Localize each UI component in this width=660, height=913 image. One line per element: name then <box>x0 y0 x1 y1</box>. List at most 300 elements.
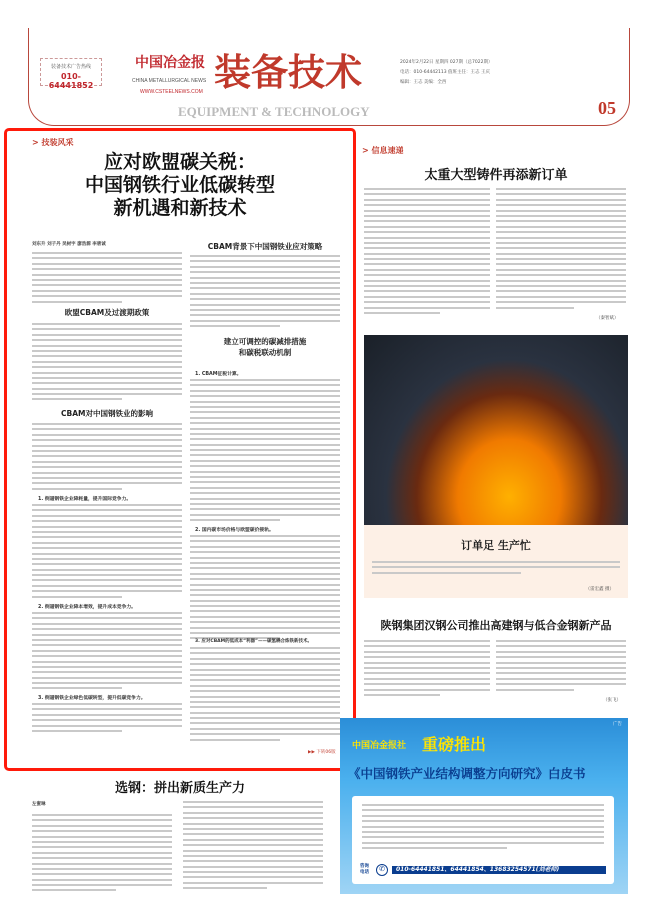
text-line <box>32 377 182 379</box>
text-line <box>183 812 323 814</box>
text-line <box>364 193 490 195</box>
text-line <box>32 857 172 859</box>
text-line <box>32 814 172 816</box>
text-line <box>364 694 440 696</box>
text-line <box>32 257 182 259</box>
text-line <box>496 247 626 249</box>
text-line <box>364 683 490 685</box>
text-line <box>496 651 626 653</box>
text-line <box>364 678 490 680</box>
text-line <box>32 687 122 689</box>
text-line <box>496 258 626 260</box>
text-line <box>32 655 182 657</box>
text-line <box>32 328 182 330</box>
text-line <box>190 390 340 392</box>
forging-photo <box>364 335 628 525</box>
text-line <box>32 423 182 425</box>
text-line <box>364 210 490 212</box>
text-line <box>190 260 340 262</box>
text-line <box>190 498 340 500</box>
section-title-en: EQUIPMENT & TECHNOLOGY <box>178 104 370 119</box>
text-line <box>32 682 182 684</box>
text-line <box>32 708 182 710</box>
text-line <box>32 263 182 265</box>
text-line <box>190 589 340 591</box>
text-line <box>190 701 340 703</box>
text-line <box>372 566 620 568</box>
text-line <box>496 188 626 190</box>
text-line <box>32 428 182 430</box>
text-line <box>364 656 490 658</box>
text-line <box>32 863 172 865</box>
hotline-number: 010-64441852 <box>48 72 94 90</box>
text-line <box>364 667 490 669</box>
text-line <box>364 269 490 271</box>
text-line <box>32 382 182 384</box>
text-line <box>496 193 626 195</box>
text-line <box>190 411 340 413</box>
text-line <box>32 553 182 555</box>
whitepaper-ad[interactable] <box>340 718 628 894</box>
ad-hotline <box>40 58 102 90</box>
text-line <box>32 472 182 474</box>
text-line <box>183 828 323 830</box>
body-text <box>190 647 340 744</box>
text-line <box>496 672 626 674</box>
text-line <box>32 596 122 598</box>
text-line <box>32 868 172 870</box>
text-line <box>364 672 490 674</box>
text-line <box>32 666 182 668</box>
text-line <box>190 309 340 311</box>
text-line <box>32 439 182 441</box>
text-line <box>190 465 340 467</box>
text-line <box>364 231 490 233</box>
body-text <box>190 255 340 330</box>
section-title: 装备技术 <box>214 50 362 94</box>
newspaper-name-en: CHINA METALLURGICAL NEWS <box>132 78 207 84</box>
text-line <box>190 567 340 569</box>
text-line <box>496 220 626 222</box>
text-line <box>190 320 340 322</box>
text-line <box>496 263 626 265</box>
text-line <box>32 569 182 571</box>
text-line <box>32 574 182 576</box>
text-line <box>362 842 604 844</box>
text-line <box>32 520 182 522</box>
text-line <box>32 290 182 292</box>
text-line <box>32 725 182 727</box>
text-line <box>32 634 182 636</box>
text-line <box>190 428 340 430</box>
text-line <box>190 287 340 289</box>
text-line <box>496 280 626 282</box>
news-author-2: （张飞） <box>603 698 621 703</box>
ad-phone[interactable]: 010-64441851、64441854、13683254571(刘老师) <box>392 866 606 874</box>
text-line <box>190 616 340 618</box>
text-line <box>32 268 182 270</box>
point-3: 3. 倒逼钢铁企业绿色低碳转型，提升低碳竞争力。 <box>38 696 146 701</box>
text-line <box>364 312 440 314</box>
text-line <box>190 255 340 257</box>
text-line <box>496 307 574 309</box>
text-line <box>190 712 340 714</box>
text-line <box>362 831 604 833</box>
issue-phone: 电话：010-64442113 值班主任：王志 王庆 <box>400 70 490 75</box>
text-line <box>496 215 626 217</box>
text-line <box>190 728 340 730</box>
text-line <box>183 887 267 889</box>
text-line <box>32 889 116 891</box>
text-line <box>496 662 626 664</box>
text-line <box>32 873 172 875</box>
body-text <box>364 188 490 317</box>
body-text <box>32 323 182 404</box>
text-line <box>32 372 182 374</box>
text-line <box>32 455 182 457</box>
caption-text <box>372 561 620 577</box>
text-line <box>496 226 626 228</box>
text-line <box>190 422 340 424</box>
text-line <box>190 519 280 521</box>
text-line <box>190 706 340 708</box>
kicker-tech: > 技装风采 <box>32 137 74 147</box>
photo-caption <box>364 525 628 598</box>
text-line <box>190 325 280 327</box>
text-line <box>32 398 122 400</box>
page-number: 05 <box>598 98 616 118</box>
continued-link[interactable]: ▶▶ 下转06版 <box>308 750 336 755</box>
text-line <box>190 481 340 483</box>
text-line <box>32 703 182 705</box>
issue-meta <box>400 58 492 88</box>
text-line <box>32 677 182 679</box>
text-line <box>32 355 182 357</box>
text-line <box>362 815 604 817</box>
text-line <box>190 627 340 629</box>
text-line <box>32 547 182 549</box>
body-text <box>32 252 182 306</box>
subhead-strategy: CBAM背景下中国钢铁业应对策略 <box>207 242 323 251</box>
text-line <box>496 301 626 303</box>
text-line <box>190 632 340 634</box>
text-line <box>183 833 323 835</box>
text-line <box>32 274 182 276</box>
text-line <box>183 871 323 873</box>
subhead-line: 和碳税联动机制 <box>238 348 292 357</box>
text-line <box>32 393 182 395</box>
text-line <box>190 674 340 676</box>
text-line <box>362 826 604 828</box>
text-line <box>32 830 172 832</box>
text-line <box>32 623 182 625</box>
text-line <box>32 836 172 838</box>
ad-phone-label: 咨询电话 <box>360 864 369 875</box>
text-line <box>190 433 340 435</box>
text-line <box>32 388 182 390</box>
text-line <box>496 231 626 233</box>
text-line <box>190 663 340 665</box>
strategy-point-1: 1. CBAM征税计算。 <box>195 372 242 377</box>
text-line <box>32 628 182 630</box>
text-line <box>190 277 340 279</box>
text-line <box>183 823 323 825</box>
text-line <box>496 645 626 647</box>
text-line <box>190 573 340 575</box>
text-line <box>364 640 490 642</box>
headline-line: 新机遇和新技术 <box>113 197 247 219</box>
text-line <box>190 722 340 724</box>
text-line <box>190 685 340 687</box>
text-line <box>190 690 340 692</box>
text-line <box>364 226 490 228</box>
point-2: 2. 倒逼钢铁企业降本增效，提升成本竞争力。 <box>38 605 136 610</box>
text-line <box>190 594 340 596</box>
text-line <box>183 844 323 846</box>
text-line <box>190 314 340 316</box>
text-line <box>32 301 122 303</box>
phone-icon: ✆ <box>376 864 388 876</box>
text-line <box>32 284 182 286</box>
text-line <box>32 617 182 619</box>
kicker-news: > 信息速递 <box>362 145 404 155</box>
text-line <box>190 395 340 397</box>
text-line <box>32 295 182 297</box>
text-line <box>496 210 626 212</box>
text-line <box>32 482 182 484</box>
text-line <box>32 612 182 614</box>
text-line <box>496 199 626 201</box>
text-line <box>190 514 340 516</box>
text-line <box>190 379 340 381</box>
text-line <box>183 817 323 819</box>
hotline-label: 装备技术广告热线 <box>50 64 91 70</box>
text-line <box>364 263 490 265</box>
text-line <box>362 847 507 849</box>
text-line <box>32 334 182 336</box>
text-line <box>364 247 490 249</box>
body-text <box>190 535 340 643</box>
text-line <box>496 237 626 239</box>
text-line <box>364 242 490 244</box>
text-line <box>183 850 323 852</box>
text-line <box>32 714 182 716</box>
subhead-mechanism <box>190 336 340 358</box>
text-line <box>32 650 182 652</box>
body-text <box>496 640 626 694</box>
text-line <box>364 237 490 239</box>
text-line <box>364 285 490 287</box>
text-line <box>496 667 626 669</box>
text-line <box>190 535 340 537</box>
text-line <box>364 290 490 292</box>
text-line <box>32 515 182 517</box>
news-author-1: （秦智斌） <box>596 316 619 321</box>
subhead-impact: CBAM对中国钢铁业的影响 <box>61 409 153 418</box>
text-line <box>183 839 323 841</box>
bottom-headline: 选钢：拼出新质生产力 <box>114 781 245 796</box>
text-line <box>496 683 626 685</box>
text-line <box>190 384 340 386</box>
text-line <box>364 220 490 222</box>
text-line <box>190 605 340 607</box>
text-line <box>32 526 182 528</box>
text-line <box>183 866 323 868</box>
caption-title: 订单足 生产忙 <box>461 539 531 552</box>
text-line <box>362 809 604 811</box>
text-line <box>32 644 182 646</box>
newspaper-logo: 中国冶金报 <box>135 55 205 71</box>
text-line <box>32 461 182 463</box>
subhead-policy: 欧盟CBAM及过渡期政策 <box>64 308 150 317</box>
text-line <box>190 621 340 623</box>
text-line <box>190 652 340 654</box>
strategy-point-2: 2. 国内碳市场价格与欧盟碳价接轨。 <box>195 528 274 533</box>
text-line <box>190 271 340 273</box>
body-text <box>364 640 490 699</box>
text-line <box>32 590 182 592</box>
bottom-byline: 左蜜琳 <box>32 802 46 807</box>
text-line <box>372 561 620 563</box>
text-line <box>32 504 182 506</box>
text-line <box>32 846 172 848</box>
text-line <box>190 610 340 612</box>
text-line <box>190 562 340 564</box>
body-text <box>32 703 182 735</box>
text-line <box>32 366 182 368</box>
text-line <box>190 508 340 510</box>
text-line <box>32 339 182 341</box>
ad-description <box>352 796 614 884</box>
text-line <box>190 449 340 451</box>
text-line <box>190 293 340 295</box>
text-line <box>190 669 340 671</box>
text-line <box>32 252 182 254</box>
headline-line: 中国钢铁行业低碳转型 <box>84 174 275 196</box>
body-text <box>496 188 626 312</box>
body-text <box>32 504 182 601</box>
text-line <box>496 640 626 642</box>
ad-text <box>362 804 604 853</box>
text-line <box>190 487 340 489</box>
ad-slogan: 重磅推出 <box>422 735 487 754</box>
text-line <box>496 269 626 271</box>
text-line <box>190 471 340 473</box>
text-line <box>32 825 172 827</box>
text-line <box>364 296 490 298</box>
text-line <box>364 274 490 276</box>
body-text <box>183 801 323 893</box>
text-line <box>364 689 490 691</box>
text-line <box>496 678 626 680</box>
text-line <box>190 696 340 698</box>
text-line <box>32 585 182 587</box>
text-line <box>190 282 340 284</box>
text-line <box>32 819 172 821</box>
text-line <box>190 717 340 719</box>
news-headline-2: 陕钢集团汉钢公司推出高建钢与低合金钢新产品 <box>380 619 612 632</box>
text-line <box>364 204 490 206</box>
text-line <box>190 444 340 446</box>
text-line <box>32 884 172 886</box>
text-line <box>32 323 182 325</box>
text-line <box>364 651 490 653</box>
text-line <box>32 852 172 854</box>
ad-brand: 中国冶金报社 <box>352 741 407 751</box>
lead-headline <box>30 151 330 220</box>
text-line <box>190 578 340 580</box>
text-line <box>496 296 626 298</box>
text-line <box>190 503 340 505</box>
text-line <box>190 540 340 542</box>
text-line <box>32 730 122 732</box>
text-line <box>190 438 340 440</box>
text-line <box>190 584 340 586</box>
text-line <box>183 801 323 803</box>
text-line <box>32 671 182 673</box>
text-line <box>364 301 490 303</box>
photo-credit: （雷宏鑫 摄） <box>585 587 614 592</box>
text-line <box>190 679 340 681</box>
text-line <box>32 477 182 479</box>
text-line <box>32 279 182 281</box>
text-line <box>32 536 182 538</box>
body-text <box>190 379 340 525</box>
text-line <box>183 855 323 857</box>
text-line <box>364 280 490 282</box>
news-headline-1: 太重大型铸件再添新订单 <box>424 168 568 183</box>
text-line <box>364 307 490 309</box>
headline-line: 应对欧盟碳关税： <box>103 151 256 173</box>
text-line <box>32 719 182 721</box>
text-line <box>32 579 182 581</box>
text-line <box>362 836 604 838</box>
text-line <box>496 242 626 244</box>
text-line <box>496 656 626 658</box>
body-text <box>32 423 182 493</box>
text-line <box>32 345 182 347</box>
newspaper-url[interactable]: WWW.CSTEELNEWS.COM <box>140 89 203 95</box>
text-line <box>32 434 182 436</box>
text-line <box>190 298 340 300</box>
text-line <box>32 488 122 490</box>
body-text <box>32 814 172 895</box>
text-line <box>496 689 574 691</box>
text-line <box>364 662 490 664</box>
text-line <box>190 266 340 268</box>
text-line <box>190 546 340 548</box>
text-line <box>364 253 490 255</box>
text-line <box>32 361 182 363</box>
text-line <box>190 492 340 494</box>
text-line <box>364 215 490 217</box>
ad-label: 广告 <box>613 722 622 727</box>
text-line <box>496 285 626 287</box>
text-line <box>190 406 340 408</box>
byline: 刘东升 刘子丹 吴树宇 廖浩源 李唐诚 <box>32 242 106 247</box>
issue-editors: 编辑：王志 美编：全西 <box>400 80 447 85</box>
text-line <box>372 572 521 574</box>
body-text <box>32 612 182 693</box>
text-line <box>190 304 340 306</box>
text-line <box>32 531 182 533</box>
text-line <box>183 860 323 862</box>
text-line <box>32 661 182 663</box>
text-line <box>183 876 323 878</box>
text-line <box>362 820 604 822</box>
text-line <box>190 401 340 403</box>
strategy-point-3: 3. 应对CBAM的低成本“利器”——碳氢耦合炼铁新技术。 <box>195 639 313 644</box>
